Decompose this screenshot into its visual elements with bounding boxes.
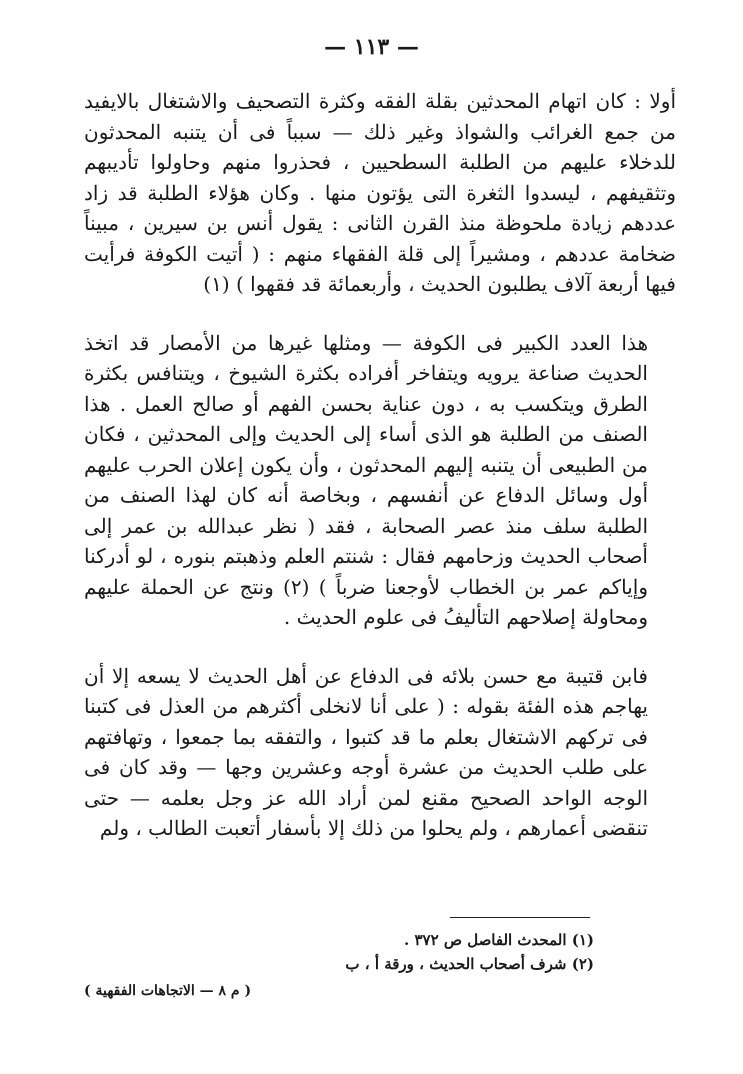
signature-mark [84, 983, 676, 999]
footnote-2: (٢) شرف أصحاب الحديث ، ورقة أ ، ب [345, 955, 594, 973]
paragraph-1: أولا : كان اتهام المحدثين بقلة الفقه وكثرة التصحيف والاشتغال بالايفيد من جمع الغرائب والشواذ وغير ذلك — سبباً فى أن يتنبه المحدثون للدخلاء عليهم من الطلبة السطحيين ، فحذروا منهم وحاولوا تأديبهم وتثقيفهم ، ليسدوا الثغرة التى يؤتون منها . وكان هؤلاء الطلبة قد زاد عددهم زيادة ملحوظة منذ القرن الثانى : يقول أنس بن سيرين ، مبيناً ضخامة عددهم ، ومشيراً إلى قلة الفقهاء منهم : ( أتيت الكوفة فرأيت فيها أربعة آلاف يطلبون الحديث ، وأربعمائة قد فقهوا ) (١) [84, 89, 676, 296]
footnotes [84, 928, 676, 976]
page-number: — ١١٣ — [324, 34, 419, 60]
paragraph-3: فابن قتيبة مع حسن بلائه فى الدفاع عن أهل الحديث لا يسعه إلا أن يهاجم هذه الفئة بقوله : ( على أنا لانخلى أكثرهم من العذل فى كتبنا فى تركهم الاشتغال بعلم ما قد كتبوا ، والتفقه بما جمعوا ، وتهافتهم على طلب الحديث من عشرة أوجه وعشرين وجها — وقد كان فى الوجه الواحد الصحيح مقنع لمن أراد الله عز وجل بعلمه — حتى تنقضى أعمارهم ، ولم يحلوا من ذلك إلا بأسفار أتعبت الطالب ، ولم [84, 663, 648, 840]
footnote-1: (١) المحدث الفاصل ص ٣٧٢ . [404, 931, 594, 949]
body-text [84, 86, 676, 844]
footnote-divider [450, 917, 590, 918]
signature-text: ( م ٨ — الاتجاهات الفقهية ) [84, 983, 252, 999]
paragraph-2: هذا العدد الكبير فى الكوفة — ومثلها غيرها من الأمصار قد اتخذ الحديث صناعة يرويه ويتفاخر أفراده بكثرة الشيوخ ، ويتنافس بكثرة الطرق ويتكسب به ، دون عناية بحسن الفهم أو صالح العمل . هذا الصنف من الطلبة هو الذى أساء إلى الحديث وإلى المحدثين ، فكان من الطبيعى أن يتنبه إليهم المحدثون ، وأن يكون إعلان الحرب عليهم أول وسائل الدفاع عن أنفسهم ، وبخاصة أنه كان لهذا الصنف من الطلبة سلف منذ عصر الصحابة ، فقد ( نظر عبدالله بن عمر إلى أصحاب الحديث وزحامهم فقال : شنتم العلم وذهبتم بنوره ، لو أدركنا وإياكم عمر بن الخطاب لأوجعنا ضرباً ) (٢) ونتج عن الحملة عليهم ومحاولة إصلاحهم التأليفُ فى علوم الحديث . [84, 330, 648, 629]
